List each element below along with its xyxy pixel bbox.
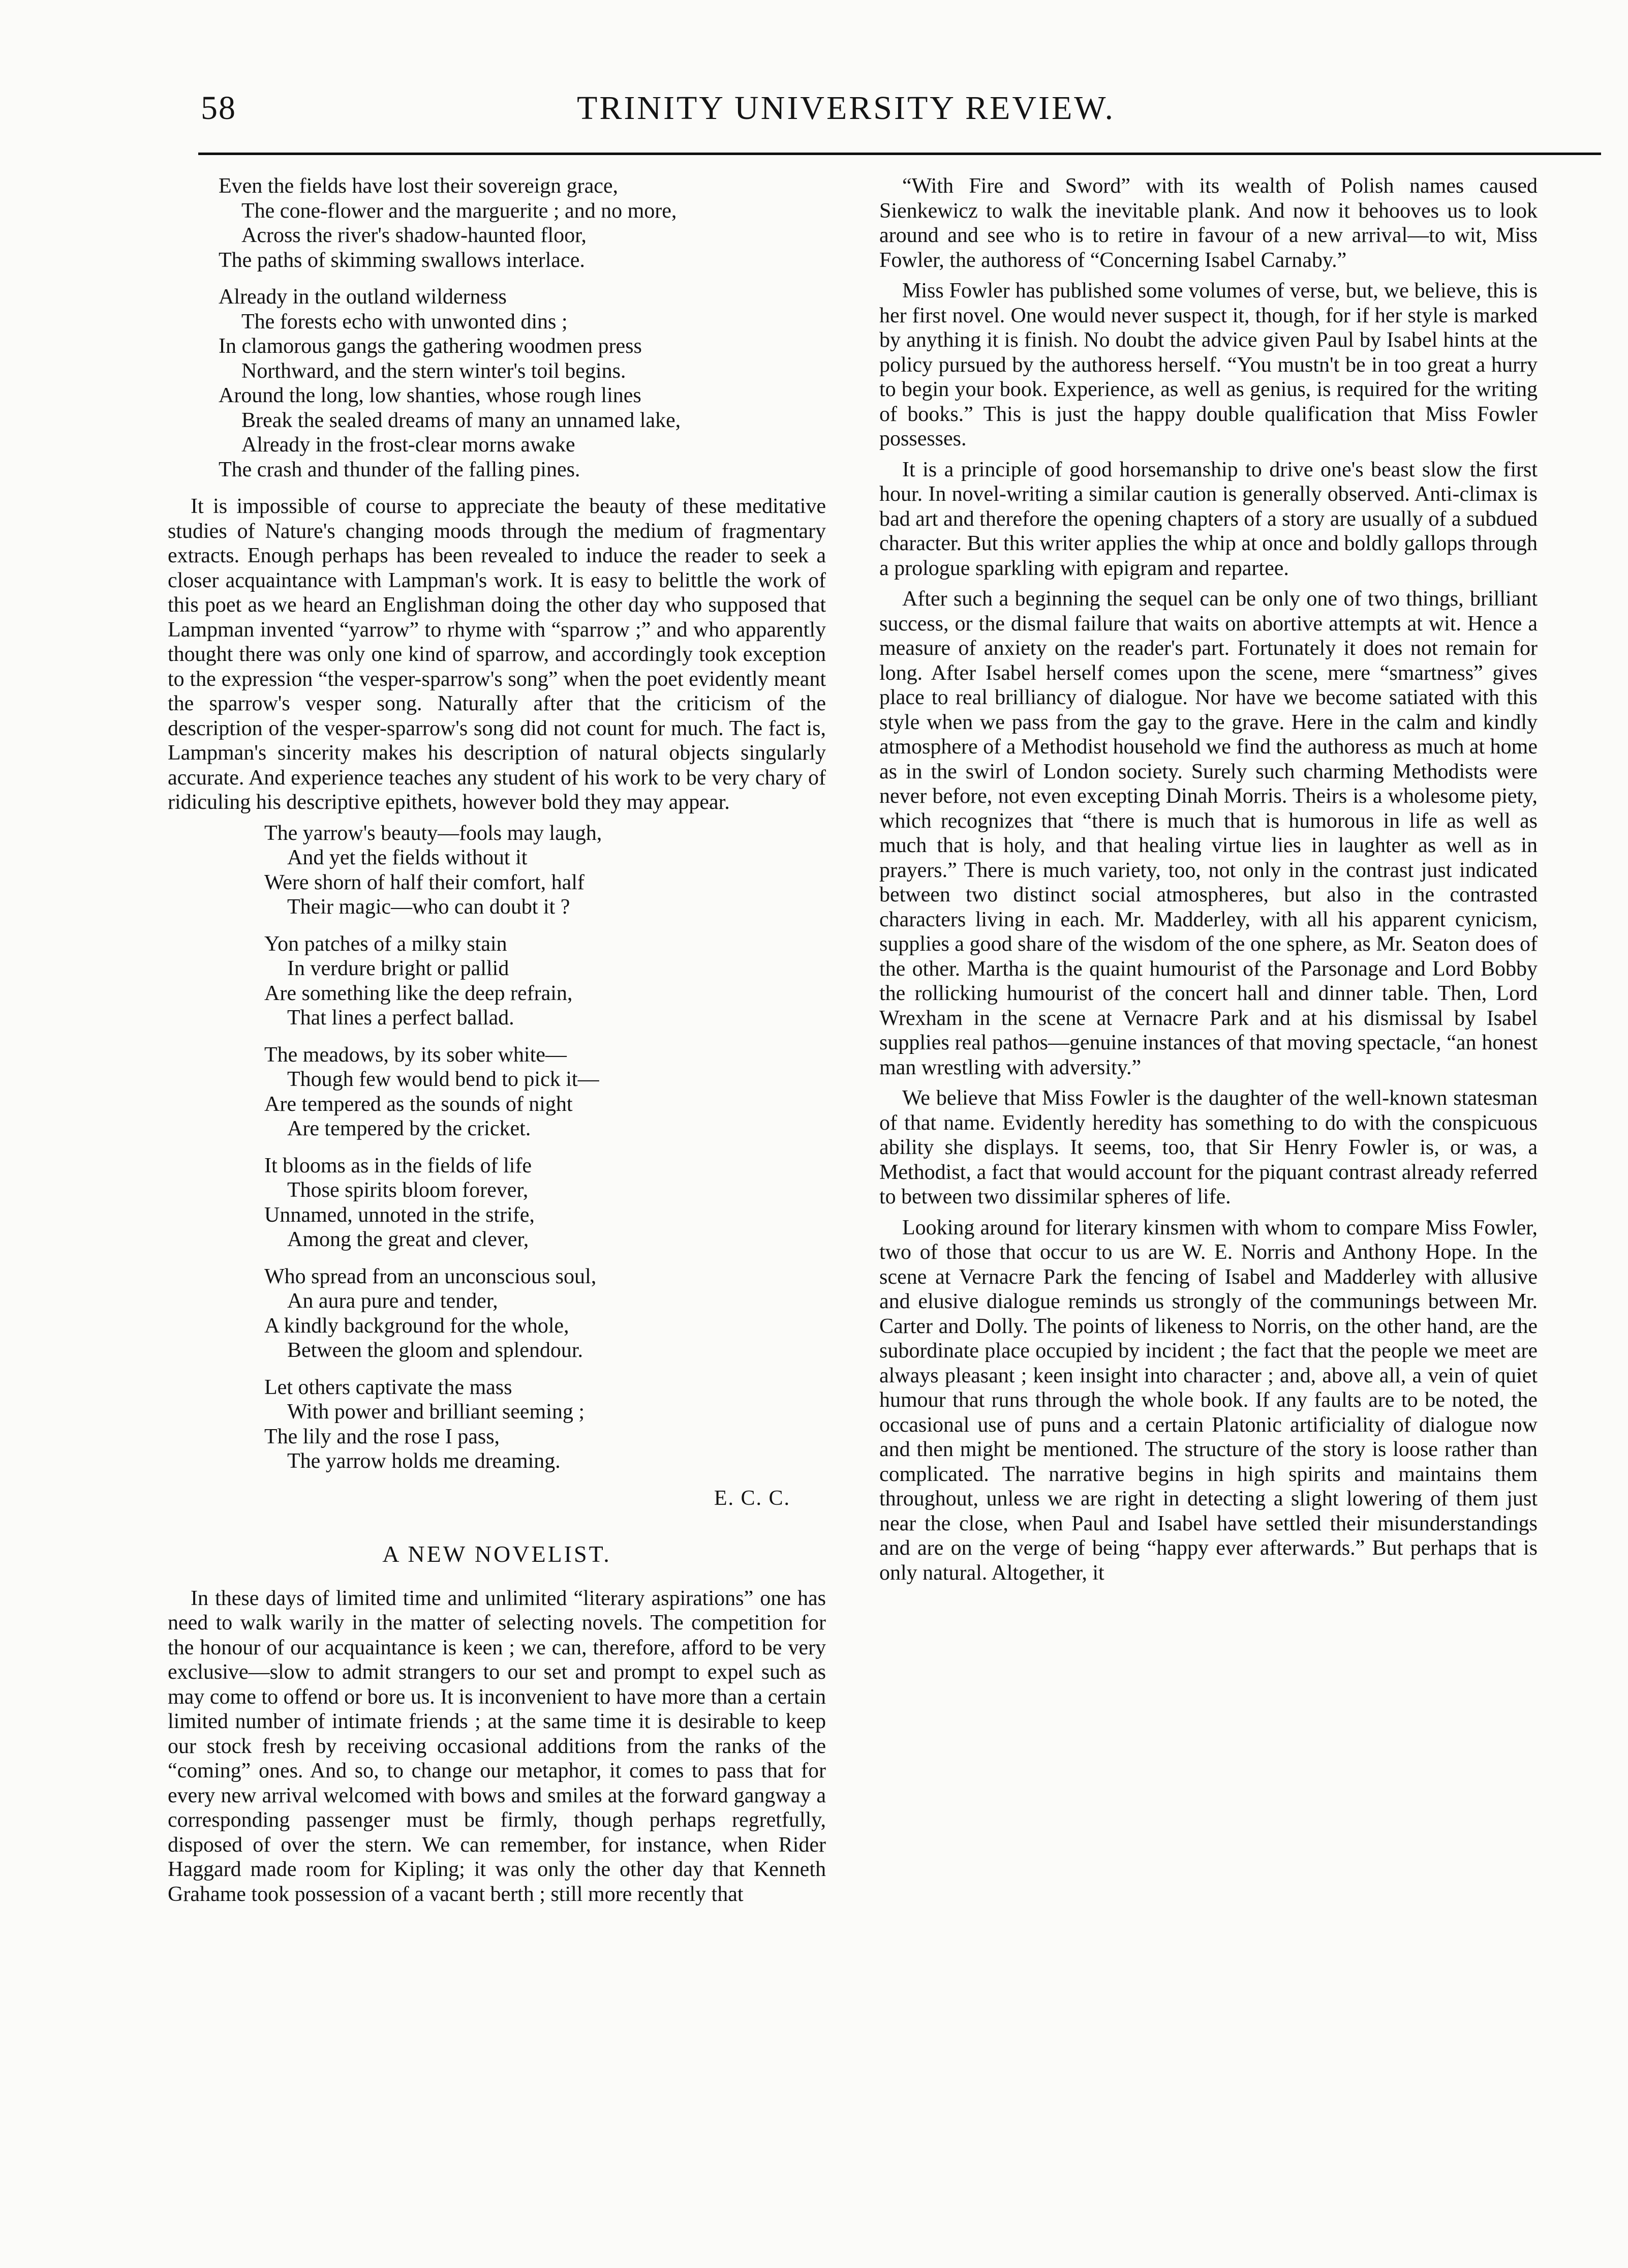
poem-line: The yarrow holds me dreaming. [287,1449,561,1473]
poem-line: Are something like the deep refrain, [264,981,573,1005]
poem-line: Northward, and the stern winter's toil begins. [241,359,626,383]
page-header [201,89,1573,145]
poem-line: An aura pure and tender, [287,1289,498,1313]
poem-line: Are tempered by the cricket. [287,1117,531,1140]
paragraph: Miss Fowler has published some volumes of verse, but, we believe, this is her first novel. One would never suspect it, though, for if her style is marked by anything it is finish. No doubt the advice given Paul by Isabel hints at the policy pursued by the authoress herself. “You mustn't be in too great a hurry to begin your book. Experience, as well as genius, is required for the writing of books.” This is just the happy double qualification that Miss Fowler possesses. [879,279,1538,450]
poem-line: The yarrow's beauty—fools may laugh, [264,821,602,845]
page-number: 58 [201,89,236,127]
poem-line: The lily and the rose I pass, [264,1425,500,1448]
poem-stanza [219,174,826,273]
paragraph: “With Fire and Sword” with its wealth of Polish names caused Sienkewicz to walk the inevitable plank. And now it behooves us to look around and see who is to retire in favour of a new arrival—to wit, Miss Fowler, the authoress of “Concerning Isabel Carnaby.” [879,174,1538,272]
paragraph-new-novelist-intro: In these days of limited time and unlimited “literary aspirations” one has need to walk warily in the matter of selecting novels. The competition for the honour of our acquaintance is keen ; we can, therefore, afford to be very exclusive—slow to admit strangers to our set and prompt to expel such as may come to offend or bore us. It is inconvenient to have more than a certain limited number of intimate friends ; at the same time it is desirable to keep our stock fresh by receiving occasional additions from the ranks of the “coming” ones. And so, to change our metaphor, it comes to pass that for every new arrival welcomed with bows and smiles at the forward gangway a corresponding passenger must be firmly, though perhaps regretfully, disposed of over the stern. We can remember, for instance, when Rider Haggard made room for Kipling; it was only the other day that Kenneth Grahame took possession of a vacant berth ; still more recently that [168,1586,826,1906]
journal-title: TRINITY UNIVERSITY REVIEW. [577,89,1116,127]
poem-stanza [264,1264,826,1363]
poem-line: Are tempered as the sounds of night [264,1092,573,1116]
poem-line: Among the great and clever, [287,1228,529,1251]
poem-line: Those spirits bloom forever, [287,1178,529,1202]
poem-line: Were shorn of half their comfort, half [264,870,585,894]
poem-line: That lines a perfect ballad. [287,1006,514,1030]
poem-line: Already in the outland wilderness [219,285,507,309]
poem-line: The meadows, by its sober white— [264,1043,567,1067]
poem-line: The paths of skimming swallows interlace. [219,248,585,272]
poem-line: The crash and thunder of the falling pines. [219,458,580,481]
poem-line: The cone-flower and the marguerite ; and no more, [241,199,677,223]
poem-stanza [264,821,826,920]
right-column [879,174,1538,1591]
paragraph: We believe that Miss Fowler is the daughter of the well-known statesman of that name. Evidently heredity has something to do with the conspicuous ability she displays. It seems, too, that Sir Henry Fowler is, or was, a Methodist, a fact that would account for the piquant contrast already referred to between two dissimilar spheres of life. [879,1086,1538,1208]
poem-line: Even the fields have lost their sovereign grace, [219,174,619,198]
poem-stanza [219,285,826,482]
poem-stanza [264,1043,826,1141]
left-column [168,174,826,1913]
poem-line: Who spread from an unconscious soul, [264,1264,597,1288]
poem-line: The forests echo with unwonted dins ; [241,310,568,334]
poem-stanza [264,932,826,1031]
paragraph: It is a principle of good horsemanship to drive one's beast slow the first hour. In novel-writing a similar caution is generally observed. Anti-climax is bad art and therefore the opening chapters of a story are usually of a subdued character. But this writer applies the whip at once and boldly gallops through a prologue sparkling with epigram and repartee. [879,458,1538,580]
poem-stanza [264,1154,826,1252]
poem-line: Their magic—who can doubt it ? [287,895,570,919]
poem-line: It blooms as in the fields of life [264,1154,532,1177]
poem-line: Between the gloom and splendour. [287,1339,583,1362]
poem-line: Already in the frost-clear morns awake [241,433,575,457]
poem-line: Let others captivate the mass [264,1375,512,1399]
author-signature: E. C. C. [714,1486,790,1510]
poem-line: Yon patches of a milky stain [264,932,507,956]
poem-line: Though few would bend to pick it— [287,1068,599,1091]
header-rule [198,153,1601,155]
poem-line: Across the river's shadow-haunted floor, [241,224,587,247]
paragraph-lampman-criticism: It is impossible of course to appreciate the beauty of these meditative studies of Nature's changing moods through the medium of fragmentary extracts. Enough perhaps has been revealed to induce the reader to seek a closer acquaintance with Lampman's work. It is easy to belittle the work of this poet as we heard an Englishman doing the other day who supposed that Lampman invented “yarrow” to rhyme with “sparrow ;” and who apparently thought there was only one kind of sparrow, and accordingly took exception to the expression “the vesper-sparrow's song” when the poet evidently meant the sparrow's vesper song. Naturally after that the criticism of the description of the vesper-sparrow's song did not count for much. The fact is, Lampman's sincerity makes his description of natural objects singularly accurate. And experience teaches any student of his work to be very chary of ridiculing his descriptive epithets, however bold they may appear. [168,495,826,814]
poem-line: Unnamed, unnoted in the strife, [264,1203,535,1227]
poem-line: In clamorous gangs the gathering woodmen press [219,335,642,358]
poem-stanza [264,1375,826,1474]
paragraph: Looking around for literary kinsmen with whom to compare Miss Fowler, two of those that occur to us are W. E. Norris and Anthony Hope. In the scene at Vernacre Park the fencing of Isabel and Madderley with allusive and elusive dialogue reminds us strongly of the communings between Mr. Carter and Dolly. The points of likeness to Norris, on the other hand, are the subordinate place occupied by incident ; the fact that the people we meet are always pleasant ; keen insight into character ; and, above all, a vein of quiet humour that runs through the whole book. If any faults are to be noted, the occasional use of puns and a certain Platonic artificiality of dialogue now and then might be mentioned. The structure of the story is loose rather than complicated. The narrative begins in high spirits and maintains them throughout, unless we are right in detecting a slight lowering of them just near the close, when Paul and Isabel have settled their misunderstandings and are on the verge of being “happy ever afterwards.” But perhaps that is only natural. Altogether, it [879,1216,1538,1585]
paragraph: After such a beginning the sequel can be only one of two things, brilliant success, or the dismal failure that waits on abortive attempts at wit. Hence a measure of anxiety on the reader's part. Fortunately it does not remain for long. After Isabel herself comes upon the scene, mere “smartness” gives place to real brilliancy of dialogue. Nor have we become satiated with this style when we pass from the gay to the grave. Here in the calm and kindly atmosphere of a Methodist household we find the authoress as much at home as in the swirl of London society. Surely such charming Methodists were never before, not even excepting Dinah Morris. Theirs is a wholesome piety, which recognizes that “there is much that is humorous in life as well as much that is holy, and that healing virtue lies in laughter as well as in prayers.” There is much variety, too, not only in the contrast just indicated between two distinct social atmospheres, but also in the contrasted characters living in each. Mr. Madderley, with all his apparent cynicism, supplies a good share of the wisdom of the one sphere, as Mr. Seaton does of the other. Martha is the quaint humourist of the Parsonage and Lord Bobby the rollicking humourist of the concert hall and dinner table. Then, Lord Wrexham in the scene at Vernacre Park and at his dismissal by Isabel supplies real pathos—genuine instances of that moving spectacle, “an honest man wrestling with adversity.” [879,587,1538,1079]
poem-line: A kindly background for the whole, [264,1314,569,1338]
poem-line: And yet the fields without it [287,846,528,869]
poem-line: In verdure bright or pallid [287,957,509,980]
poem-line: Around the long, low shanties, whose rough lines [219,384,641,407]
poem-yarrow [264,821,826,1474]
section-heading: A NEW NOVELIST. [382,1541,611,1567]
poem-line: With power and brilliant seeming ; [287,1400,585,1424]
poem-line: Break the sealed dreams of many an unnamed lake, [241,408,681,432]
poem-autumn-excerpt [219,174,826,482]
